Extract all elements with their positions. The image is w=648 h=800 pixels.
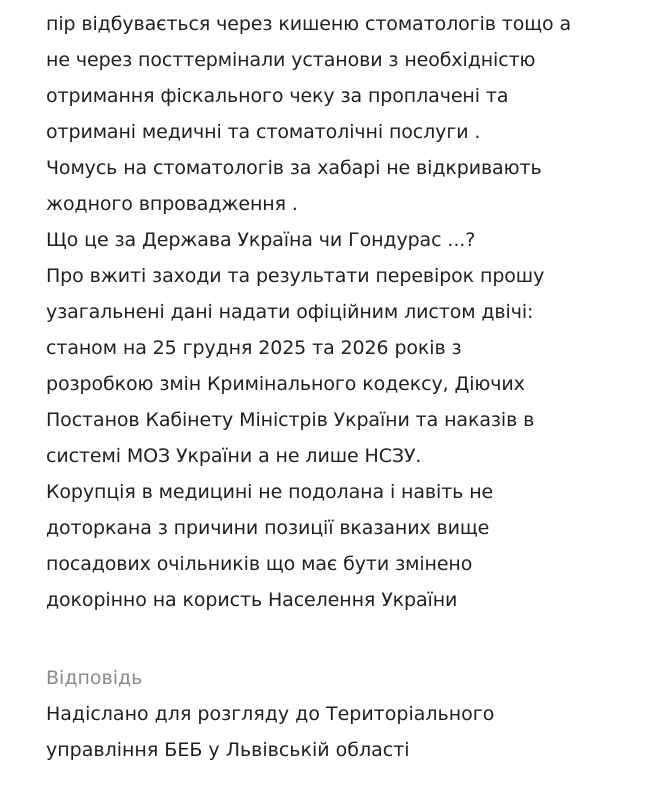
body-line: отримані медичні та стоматолічні послуги . xyxy=(46,121,481,143)
answer-label: Відповідь xyxy=(46,667,143,689)
answer-text-line: Надіслано для розгляду до Територіального xyxy=(46,703,495,725)
body-line: Чомусь на стоматологів за хабарі не відкривають xyxy=(46,157,542,179)
body-line: Про вжиті заходи та результати перевірок прошу xyxy=(46,265,545,287)
body-line: жодного впровадження . xyxy=(46,193,298,215)
body-line: Корупція в медицині не подолана і навіть не xyxy=(46,481,494,503)
body-line: докорінно на користь Населення України xyxy=(46,589,458,611)
body-line: посадових очільників що має бути змінено xyxy=(46,553,473,575)
answer-section xyxy=(46,660,642,768)
body-line: Що це за Держава Україна чи Гондурас ...? xyxy=(46,229,476,251)
body-line: пір відбувається через кишеню стоматологів тощо а xyxy=(46,13,572,35)
answer-text-line: управління БЕБ у Львівській області xyxy=(46,739,410,761)
body-line: не через посттермінали установи з необхідністю xyxy=(46,49,536,71)
body-line: доторкана з причини позиції вказаних вище xyxy=(46,517,490,539)
body-line: Постанов Кабінету Міністрів України та наказів в xyxy=(46,409,535,431)
body-line: узагальнені дані надати офіційним листом двічі: xyxy=(46,301,534,323)
body-line: розробкою змін Кримінального кодексу, Діючих xyxy=(46,373,525,395)
body-line: системі МОЗ України а не лише НСЗУ. xyxy=(46,445,422,467)
body-line: отримання фіскального чеку за проплачені та xyxy=(46,85,509,107)
message-body xyxy=(46,6,642,618)
body-line: станом на 25 грудня 2025 та 2026 років з xyxy=(46,337,462,359)
